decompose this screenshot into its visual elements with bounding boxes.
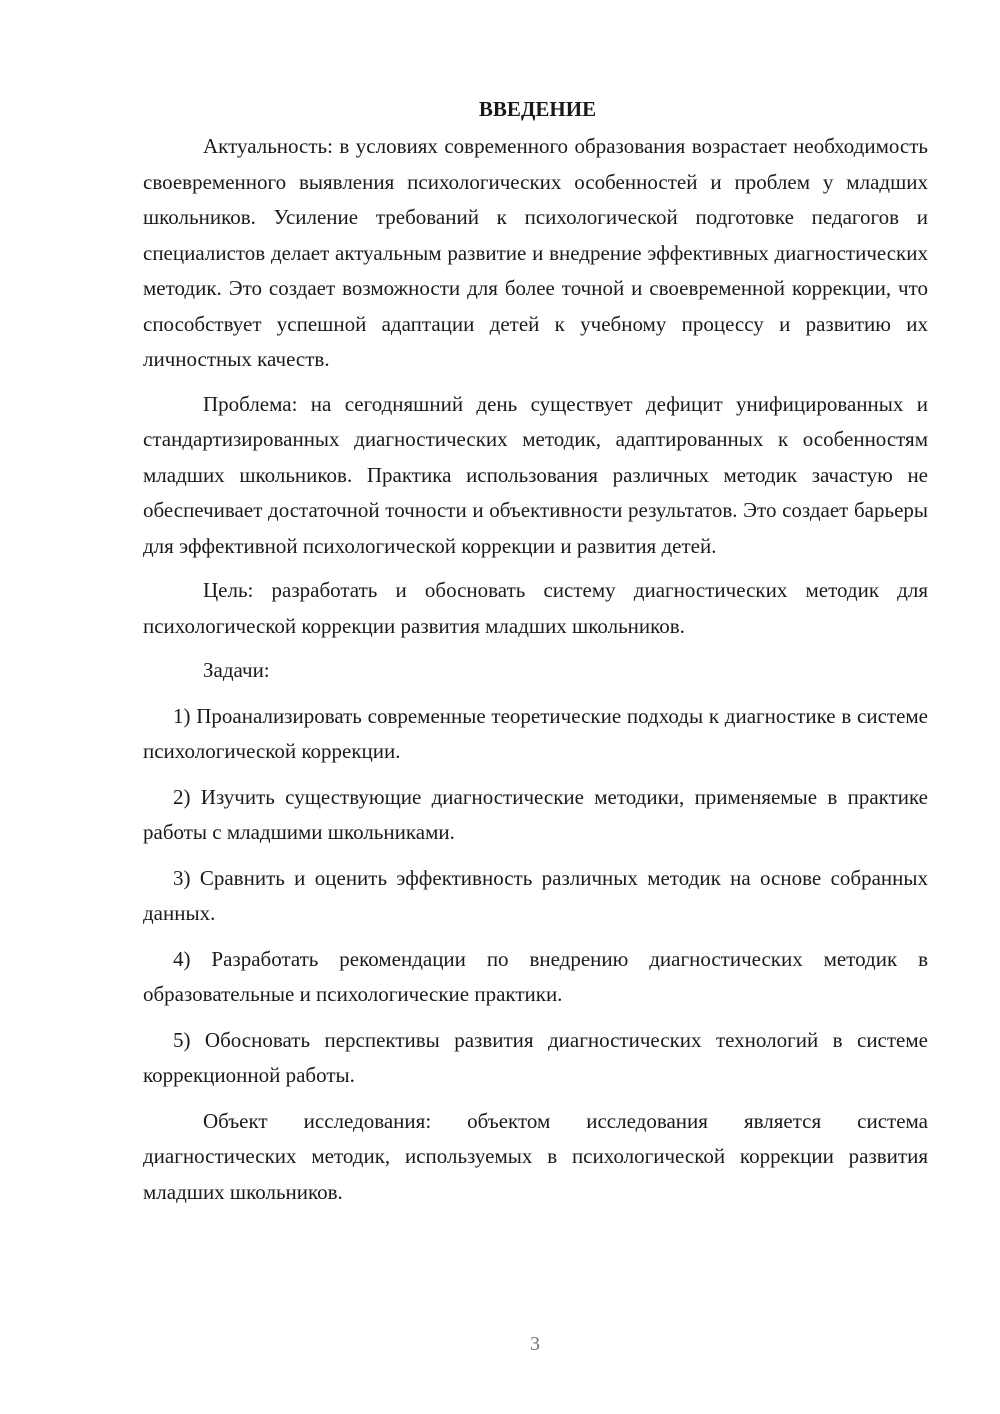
tasks-heading: Задачи: <box>203 658 270 682</box>
task-item-3: 3) Сравнить и оценить эффективность различных методик на основе собранных данных. <box>143 865 928 925</box>
object-paragraph: Объект исследования: объектом исследования является система диагностических методик, используемых в психологической коррекции развития младших школьников. <box>143 1108 928 1204</box>
task-item-2: 2) Изучить существующие диагностические методики, применяемые в практике работы с младшими школьниками. <box>143 784 928 844</box>
problem-paragraph: Проблема: на сегодняшний день существует дефицит унифицированных и стандартизированных диагностических методик, адаптированных к особенностям младших школьников. Практика использования различных методик зачастую не обеспечивает достаточной точности и объективности результатов. Это создает барьеры для эффективной психологической коррекции и развития детей. <box>143 391 928 558</box>
relevance-paragraph: Актуальность: в условиях современного образования возрастает необходимость своевременного выявления психологических особенностей и проблем у младших школьников. Усиление требований к психологической подготовке педагогов и специалистов делает актуальным развитие и внедрение эффективных диагностических методик. Это создает возможности для более точной и своевременной коррекции, что способствует успешной адаптации детей к учебному процессу и развитию их личностных качеств. <box>143 134 928 371</box>
page-number: 3 <box>530 1333 540 1355</box>
document-page <box>143 92 928 1210</box>
task-item-4: 4) Разработать рекомендации по внедрению диагностических методик в образовательные и психологические практики. <box>143 946 928 1006</box>
task-item-1: 1) Проанализировать современные теоретические подходы к диагностике в системе психологической коррекции. <box>143 703 928 763</box>
task-item-5: 5) Обосновать перспективы развития диагностических технологий в системе коррекционной работы. <box>143 1027 928 1087</box>
section-heading: ВВЕДЕНИЕ <box>478 97 597 121</box>
goal-paragraph: Цель: разработать и обосновать систему диагностических методик для психологической коррекции развития младших школьников. <box>143 578 928 638</box>
